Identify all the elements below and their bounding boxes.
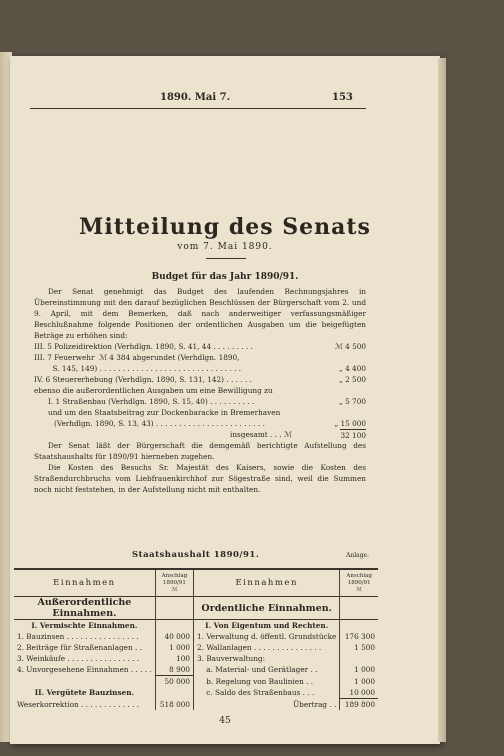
table-row [14,653,378,664]
position-line-amount: „ 4 400 [339,364,366,373]
table-row [14,631,378,642]
positions-list [34,341,366,385]
extra-position-line [34,418,366,429]
extra-position-line-amount: „ 15 000 [334,419,366,428]
right-value: 189 800 [340,699,378,711]
position-line-text: IV. 6 Steuererhebung (Verhdlgn. 1890, S. 131, 142) . . . . . . [34,375,252,384]
left-value: 100 [155,653,193,664]
left-value: 518 000 [155,699,193,711]
table-row [14,687,378,699]
extra-position-line-text: I. 1 Straßenbau (Verhdlgn. 1890, S. 15, 40) . . . . . . . . . . [48,397,255,406]
right-value: 10 000 [340,687,378,699]
left-amount-header: Anschlag 1890/91 ℳ [155,569,193,597]
date-line: vom 7. Mai 1890. [177,242,273,252]
left-value: 8 900 [155,664,193,676]
extra-position-line-amount: „ 5 700 [339,397,366,406]
right-amount-header: Anschlag 1890/91 ℳ [340,569,378,597]
left-label: II. Vergütete Bauzinsen. [34,688,135,698]
extra-positions-list [34,396,366,429]
left-value [155,620,193,632]
total-label: insgesamt . . . ℳ [230,430,292,439]
left-label: 1. Bauzinsen . . . . . . . . . . . . . . . . [17,632,139,641]
extra-position-line-text: (Verhdlgn. 1890, S. 13, 43) . . . . . . . . . . . . . . . . . . . . . . . . [54,419,265,428]
right-label: 3. Bauverwaltung: [194,653,340,664]
position-line [34,374,366,385]
position-line-text: III. 7 Feuerwehr ℳ 4 384 abgerundet (Verhdlgn. 1890, [34,353,240,362]
right-label: b. Regelung von Baulinien . . [194,676,340,688]
extra-position-line [34,396,366,407]
budget-body [14,597,378,711]
left-label: Weserkorrektion . . . . . . . . . . . . . [17,699,139,709]
header-date: 1890. Mai 7. [160,92,231,103]
total-line [34,429,366,440]
extra-line: ebenso die außerordentlichen Ausgaben um eine Bewilligung zu [34,386,273,395]
right-value: 1 000 [340,664,378,676]
right-section-title: Ordentliche Einnahmen. [194,597,340,620]
position-line-amount: „ 2 500 [339,375,366,384]
right-label: c. Saldo des Straßenbaus . . . [194,687,340,699]
table-row [14,699,378,711]
right-label: 1. Verwaltung d. öffentl. Grundstücke [194,631,340,642]
header-rule [30,108,366,109]
right-label: Übertrag . . [194,699,340,711]
left-value [155,687,193,699]
table-caption: Staatshaushalt 1890/91. [132,550,260,560]
left-label: 3. Weinkäufe . . . . . . . . . . . . . . . . [17,654,140,663]
right-value: 1 500 [340,642,378,653]
budget-heading: Budget für das Jahr 1890/91. [151,272,299,282]
document-page [10,56,440,744]
right-value: 1 000 [340,676,378,688]
position-line-amount: ℳ 4 500 [334,342,366,351]
left-section-title: Außerordentliche Einnahmen. [14,597,155,620]
position-line-text: S. 145, 149) . . . . . . . . . . . . . . . . . . . . . . . . . . . . . . . [34,364,242,373]
position-line [34,352,366,363]
left-value: 50 000 [155,676,193,688]
paragraph-2: Der Senat läßt der Bürgerschaft die demgemäß berichtigte Aufstellung des Staatshaushalts für 1890/91 hierneben zugehen. [34,441,366,461]
footer-number: 45 [219,716,231,726]
paragraph-3: Die Kosten des Besuchs Sr. Majestät des Kaisers, sowie die Kosten des Straßendurchbruchs vom Liebfrauenkirchhof zur Sögestraße sind, weil die Summen noch nicht feststehen, in der Aufstellung nicht mit enthalten. [34,463,366,494]
left-value: 40 000 [155,631,193,642]
table-row [14,620,378,632]
intro-paragraph: Der Senat genehmigt das Budget des laufenden Rechnungsjahres in Übereinstimmung mit den darauf bezüglichen Beschlüssen der Bürgerschaft vom 2. und 9. April, mit dem Bemerken, daß nach anderweitiger verfassungsmäßiger Beschlußnahme folgende Positionen der ordentlichen Ausgaben um die beigefügten Beträge zu erhöhen sind: [34,287,366,340]
budget-table [14,568,378,710]
page-number: 153 [332,92,353,103]
left-label: 2. Beiträge für Straßenanlagen . . [17,643,142,652]
left-value: 1 000 [155,642,193,653]
table-row [14,664,378,676]
right-value: 176 300 [340,631,378,642]
left-label: I. Vermischte Einnahmen. [31,621,138,630]
right-column-header: Einnahmen [194,569,340,597]
table-row [14,642,378,653]
right-label: I. Von Eigentum und Rechten. [194,620,340,632]
position-line [34,363,366,374]
right-value [340,620,378,632]
left-column-header: Einnahmen [14,569,155,597]
table-note: Anlage. [346,552,369,559]
extra-position-line-text: und um den Staatsbeitrag zur Dockenbaracke in Bremerhaven [48,408,281,417]
right-value [340,653,378,664]
right-page-edge [438,58,446,742]
main-text [34,286,366,495]
total-amount: 32 100 [340,431,366,440]
left-label [14,676,155,688]
right-label: 2. Wallanlagen . . . . . . . . . . . . . . . [194,642,340,653]
right-label: a. Material- und Gerätlager . . [194,664,340,676]
extra-position-line [34,407,366,418]
left-label: 4. Unvorgesehene Einnahmen . . . . . [17,665,152,675]
position-line-text: III. 5 Polizeidirektion (Verhdlgn. 1890, S. 41, 44 . . . . . . . . . [34,342,253,351]
page-title: Mitteilung des Senats [79,214,371,240]
table-row [14,676,378,688]
position-line [34,341,366,352]
title-rule [206,258,246,259]
